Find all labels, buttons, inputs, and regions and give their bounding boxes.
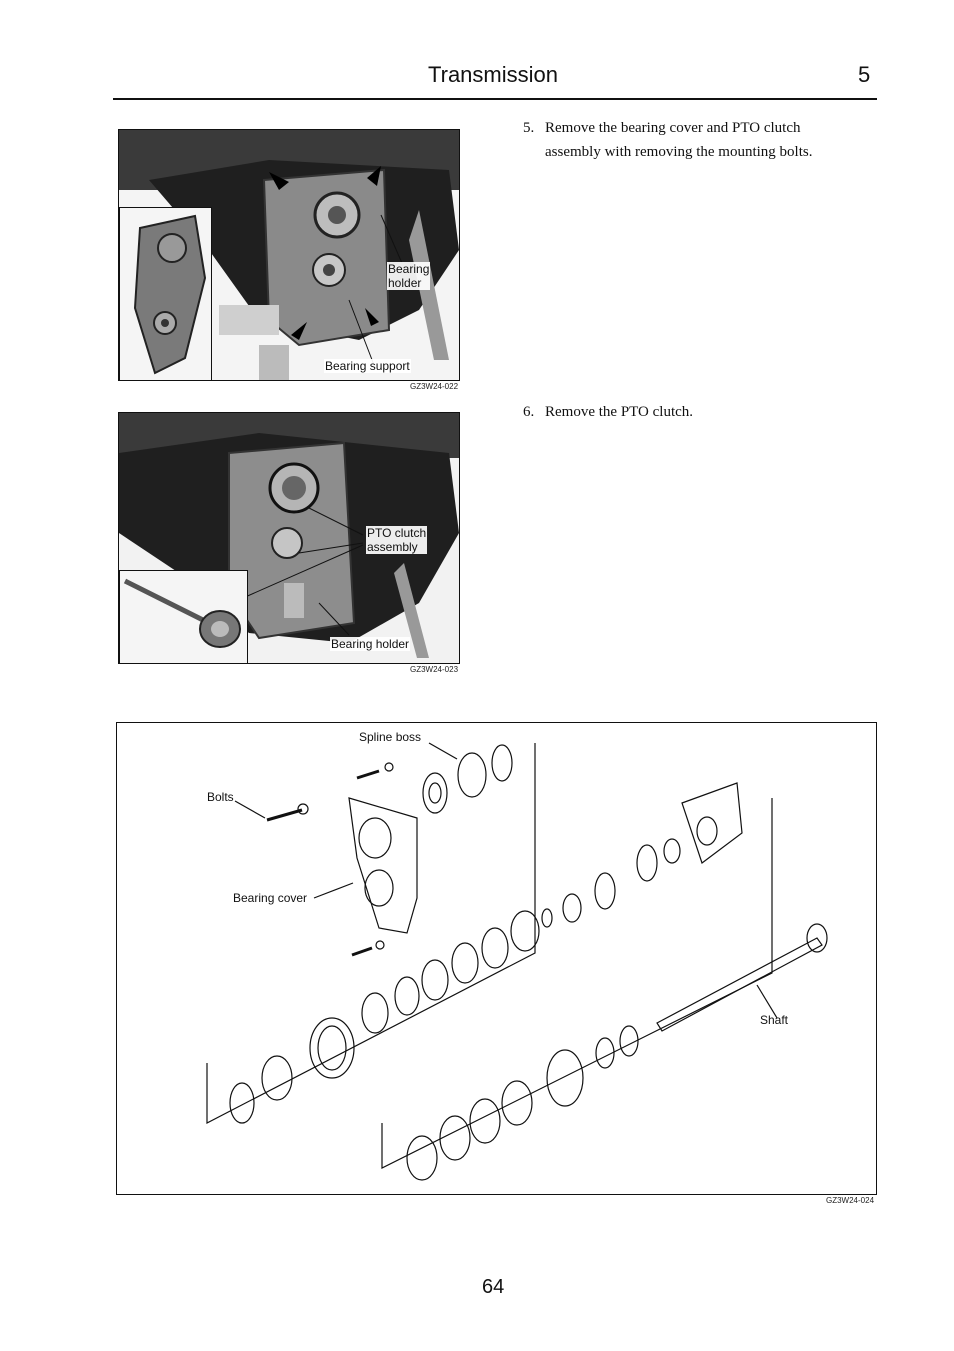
photo-pto-clutch-inset — [119, 570, 248, 664]
exploded-view-diagram — [116, 722, 877, 1195]
page-number: 64 — [482, 1276, 505, 1298]
diagram-code: GZ3W24-024 — [826, 1196, 875, 1205]
label-bearing-holder-2: Bearing holder — [331, 637, 410, 651]
photo-bearing-cover-inset — [119, 207, 212, 381]
photo-pto-clutch — [118, 412, 460, 664]
label-bearing-holder: Bearing holder — [388, 262, 430, 290]
step-6 — [523, 400, 883, 424]
photo-code: GZ3W24-023 — [410, 665, 459, 674]
label-spline-boss: Spline boss — [359, 730, 422, 744]
chapter-title: Transmission — [428, 62, 558, 87]
step-text: Remove the bearing cover and PTO clutch — [545, 120, 801, 136]
step-number: 5. — [523, 120, 535, 136]
step-text-continued: assembly with removing the mounting bolts. — [545, 144, 813, 160]
label-shaft: Shaft — [760, 1013, 789, 1027]
label-bolts: Bolts — [207, 790, 234, 804]
step-number: 6. — [523, 404, 535, 420]
chapter-number: 5 — [858, 62, 871, 87]
step-text: Remove the PTO clutch. — [545, 404, 694, 420]
label-bearing-support: Bearing support — [325, 359, 410, 373]
photo-code: GZ3W24-022 — [410, 382, 459, 391]
label-pto-clutch-assembly: PTO clutch assembly — [367, 526, 427, 554]
label-bearing-cover: Bearing cover — [233, 891, 308, 905]
photo-bearing-cover — [118, 129, 460, 381]
step-5 — [523, 116, 883, 164]
header-divider — [113, 98, 877, 100]
